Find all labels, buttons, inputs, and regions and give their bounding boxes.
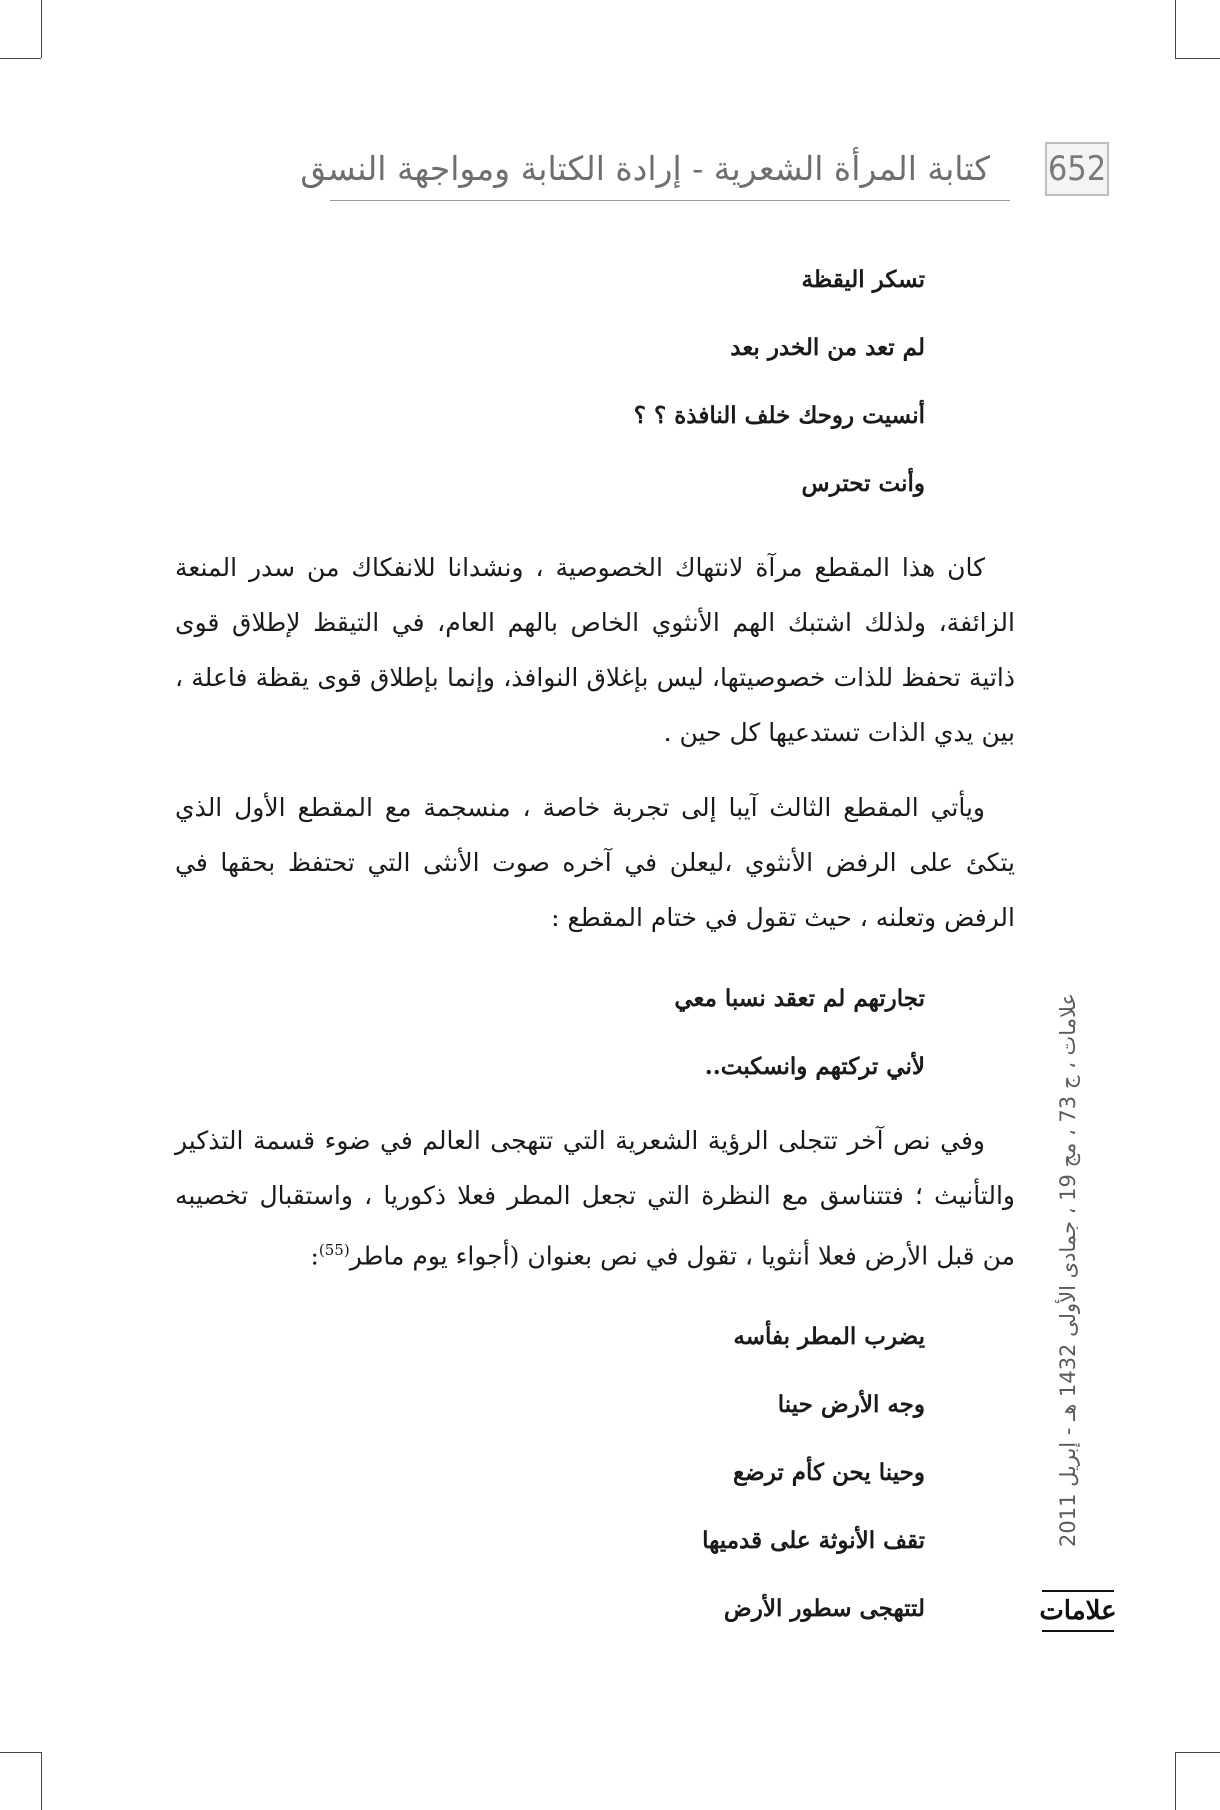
verse-line: وحينا يحن كأم ترضع	[732, 1459, 925, 1487]
verse-block	[175, 246, 1015, 518]
crop-mark	[41, 0, 42, 58]
crop-mark	[1175, 1752, 1176, 1810]
paragraph	[175, 1113, 1015, 1283]
header-divider	[330, 200, 1010, 201]
verse-line: لأني تركتهم وانسكبت..	[704, 1053, 925, 1080]
verse-line: تجارتهم لم تعقد نسبا معي	[674, 985, 925, 1012]
paragraph-text: :	[310, 1241, 319, 1271]
crop-mark	[41, 1752, 42, 1810]
crop-mark	[0, 58, 41, 59]
verse-line: وأنت تحترس	[801, 470, 925, 497]
verse-block	[175, 965, 1015, 1101]
crop-mark	[1175, 1752, 1220, 1753]
crop-mark	[0, 1752, 41, 1753]
verse-line: تسكر اليقظة	[801, 266, 925, 293]
page-body	[175, 246, 1015, 1655]
running-title: كتابة المرأة الشعرية - إرادة الكتابة ومواجهة النسق	[300, 149, 990, 188]
verse-line: لتتهجى سطور الأرض	[723, 1595, 925, 1623]
verse-line: لم تعد من الخدر بعد	[730, 334, 925, 361]
journal-info: علامات ، ج 73 ، مج 19 ، جمادى الأولى 1432 هـ - إبريل 2011	[1056, 992, 1080, 1548]
verse-line: يضرب المطر بفأسه	[733, 1323, 925, 1351]
paragraph: ويأتي المقطع الثالث آيبا إلى تجربة خاصة ، منسجمة مع المقطع الأول الذي يتكئ على الرفض الأنثوي ،ليعلن في آخره صوت الأنثى التي تحتفظ بحقها في الرفض وتعلنه ، حيث تقول في ختام المقطع :	[175, 793, 1015, 932]
crop-mark	[1175, 58, 1220, 59]
verse-line: أنسيت روحك خلف النافذة ؟ ؟	[633, 402, 925, 429]
verse-block	[175, 1303, 1015, 1643]
footnote-reference: (55)	[318, 1241, 350, 1259]
verse-line: تقف الأنوثة على قدميها	[702, 1527, 925, 1555]
journal-logo: علامات	[1039, 1596, 1117, 1626]
paragraph: كان هذا المقطع مرآة لانتهاك الخصوصية ، ونشدانا للانفكاك من سدر المنعة الزائفة، ولذلك اشتبك الهم الأنثوي الخاص بالهم العام، في التيقظ لإطلاق قوى ذاتية تحفظ للذات خصوصيتها، ليس بإغلاق النوافذ، وإنما بإطلاق قوى يقظة فاعلة ، بين يدي الذات تستدعيها كل حين .	[175, 553, 1015, 747]
page-number: 652	[1045, 142, 1109, 196]
paragraph-text: وفي نص آخر تتجلى الرؤية الشعرية التي تتهجى العالم في ضوء قسمة التذكير والتأنيث ؛ فتتناسق مع النظرة التي تجعل المطر فعلا ذكوريا ، واستقبال تخصيبه من قبل الأرض فعلا أنثويا ، تقول في نص بعنوان (أجواء يوم ماطر	[175, 1126, 1015, 1271]
crop-mark	[1175, 0, 1176, 58]
verse-line: وجه الأرض حينا	[777, 1391, 925, 1419]
